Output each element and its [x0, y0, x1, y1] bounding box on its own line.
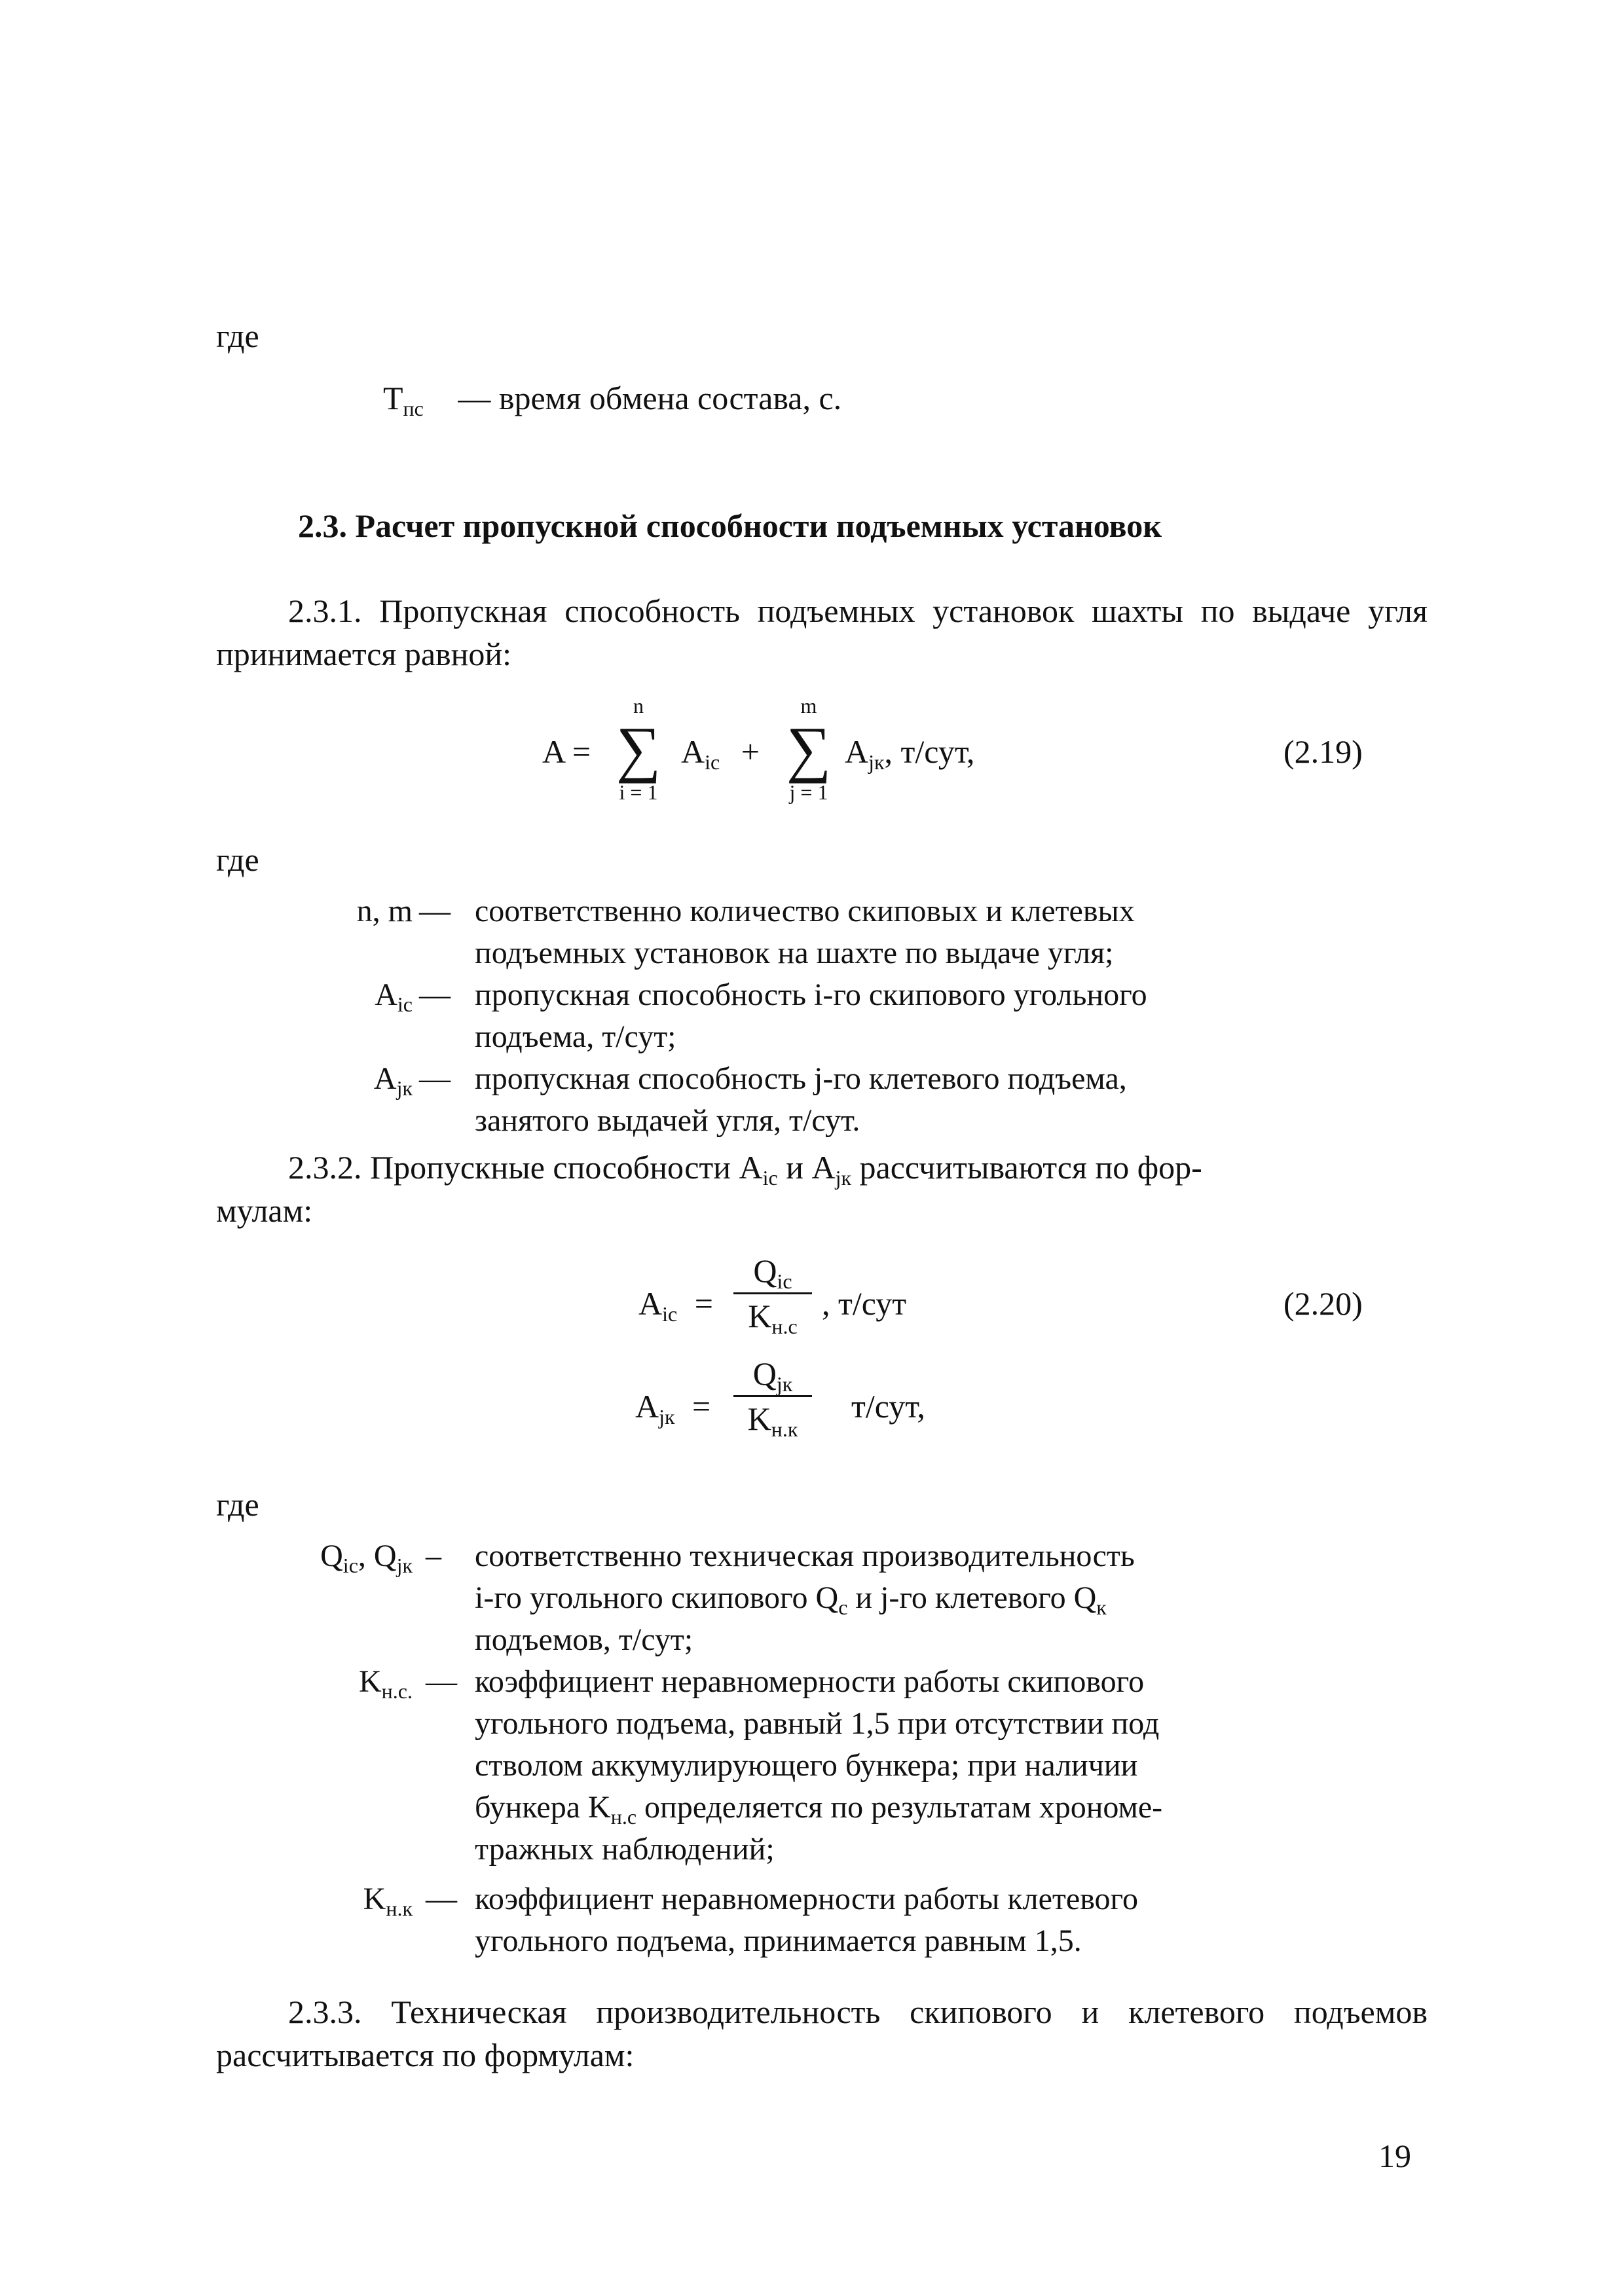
def-ajk-line-2: занятого выдачей угля, т/сут.: [475, 1103, 860, 1138]
def-nm-line-2: подъемных установок на шахте по выдаче угля;: [475, 936, 1114, 970]
formula-aic-lhs: $A_{ic}$ =: [638, 1285, 713, 1326]
sigma-1-lower: i = 1: [619, 780, 658, 804]
sigma-2: [783, 694, 835, 804]
def-q-line-1: соответственно техническая производительность: [475, 1539, 1135, 1573]
fraction-aic-numerator: $Q_{ic}$: [753, 1252, 792, 1293]
def-q-line-2: i-го угольного скипового $Q_с$ и j-го клетевого $Q_к$: [475, 1580, 1107, 1619]
formula-2-19-term-1: [681, 730, 760, 773]
formula-2-19-lhs: A =: [542, 733, 591, 770]
sigma-2-symbol: ∑: [786, 714, 832, 784]
def-knk-line-1: коэффициент неравномерности работы клетевого: [475, 1882, 1139, 1916]
term-1-letter: A: [681, 733, 705, 770]
where-label-1: где: [216, 318, 259, 354]
def-knk-term: $K_{н.к}$: [363, 1882, 413, 1920]
paragraph-2-3-2-line-1: 2.3.2. Пропускные способности $A_{ic}$ и $A_{jк}$ рассчитываются по фор-: [288, 1149, 1202, 1190]
def-knc-line-1: коэффициент неравномерности работы скипового: [475, 1664, 1145, 1699]
where-label-3: где: [216, 1486, 259, 1523]
formula-2-20-number: (2.20): [1283, 1285, 1363, 1322]
paragraph-2-3-3: 2.3.3. Техническая производительность скипового и клетевого подъемов рассчитывается по формулам:: [216, 1994, 1428, 2073]
formula-ajk-units: т/сут,: [851, 1388, 925, 1425]
term-2-subscript: jк: [868, 750, 885, 774]
sigma-1-symbol: ∑: [616, 714, 661, 784]
fraction-aic-bar: [733, 1292, 812, 1294]
tpc-subscript: пс: [403, 397, 424, 420]
def-knk-line-2: угольного подъема, принимается равным 1,5.: [475, 1923, 1082, 1958]
tpc-definition: [383, 376, 841, 420]
def-q-term: $Q_{ic}$, $Q_{jк}$: [320, 1539, 413, 1577]
def-q-line-3: подъемов, т/сут;: [475, 1622, 693, 1657]
sigma-1-upper: n: [633, 694, 644, 718]
tpc-symbol: T: [383, 380, 403, 416]
def-aic-line-2: подъема, т/сут;: [475, 1019, 676, 1054]
page-number: 19: [1378, 2138, 1411, 2174]
fraction-ajk: [733, 1353, 812, 1439]
def-q-dash: –: [426, 1539, 441, 1573]
sigma-2-lower: j = 1: [789, 780, 828, 804]
fraction-ajk-numerator: $Q_{jк}$: [752, 1355, 793, 1396]
def-knk-dash: —: [426, 1882, 457, 1916]
where-label-2: где: [216, 841, 259, 878]
def-ajk-term: $A_{jк}$: [373, 1061, 413, 1100]
formula-ajk-lhs: $A_{jк}$ =: [635, 1388, 711, 1429]
def-knc-line-3: стволом аккумулирующего бункера; при наличии: [475, 1748, 1138, 1783]
paragraph-2-3-1: 2.3.1. Пропускная способность подъемных установок шахты по выдаче угля принимается равной:: [216, 592, 1428, 672]
def-knc-line-5: тражных наблюдений;: [475, 1832, 775, 1867]
sigma-1: [612, 694, 665, 804]
def-nm-term: n, m: [356, 894, 413, 928]
def-knc-dash: —: [426, 1664, 457, 1699]
tpc-description: — время обмена состава, с.: [458, 380, 842, 416]
formula-2-19-number: (2.19): [1283, 733, 1363, 770]
sigma-2-upper: m: [800, 694, 817, 718]
term-1-subscript: ic: [705, 750, 720, 774]
fraction-aic: [733, 1250, 812, 1336]
formula-aic-units: , т/сут: [822, 1285, 907, 1322]
def-knc-line-4: бункера $K_{н.с}$ определяется по результатам хрономе-: [475, 1790, 1163, 1829]
def-aic-line-1: пропускная способность i-го скипового угольного: [475, 977, 1147, 1012]
def-aic-term: $A_{ic}$: [375, 977, 413, 1016]
def-knc-term: $K_{н.с.}$: [359, 1664, 413, 1703]
def-knc-line-2: угольного подъема, равный 1,5 при отсутствии под: [475, 1706, 1160, 1741]
def-nm-line-1: соответственно количество скиповых и клетевых: [475, 894, 1135, 928]
formula-2-19-units: , т/сут,: [884, 733, 975, 770]
paragraph-2-3-2-line-2: мулам:: [216, 1192, 313, 1229]
def-nm-dash: —: [419, 894, 451, 928]
definitions-block-2: [0, 1535, 1624, 1980]
formula-2-19-term-2: [845, 730, 974, 773]
def-aic-dash: —: [419, 977, 451, 1012]
def-ajk-dash: —: [419, 1061, 451, 1096]
term-2-letter: A: [845, 733, 869, 770]
section-heading: 2.3. Расчет пропускной способности подъемных установок: [298, 507, 1162, 544]
plus-sign: +: [741, 733, 760, 770]
def-ajk-line-1: пропускная способность j-го клетевого подъема,: [475, 1061, 1127, 1096]
fraction-aic-denominator: $K_{н.с}$: [748, 1298, 798, 1338]
fraction-ajk-denominator: $K_{н.к}$: [747, 1400, 798, 1441]
fraction-ajk-bar: [733, 1395, 812, 1397]
